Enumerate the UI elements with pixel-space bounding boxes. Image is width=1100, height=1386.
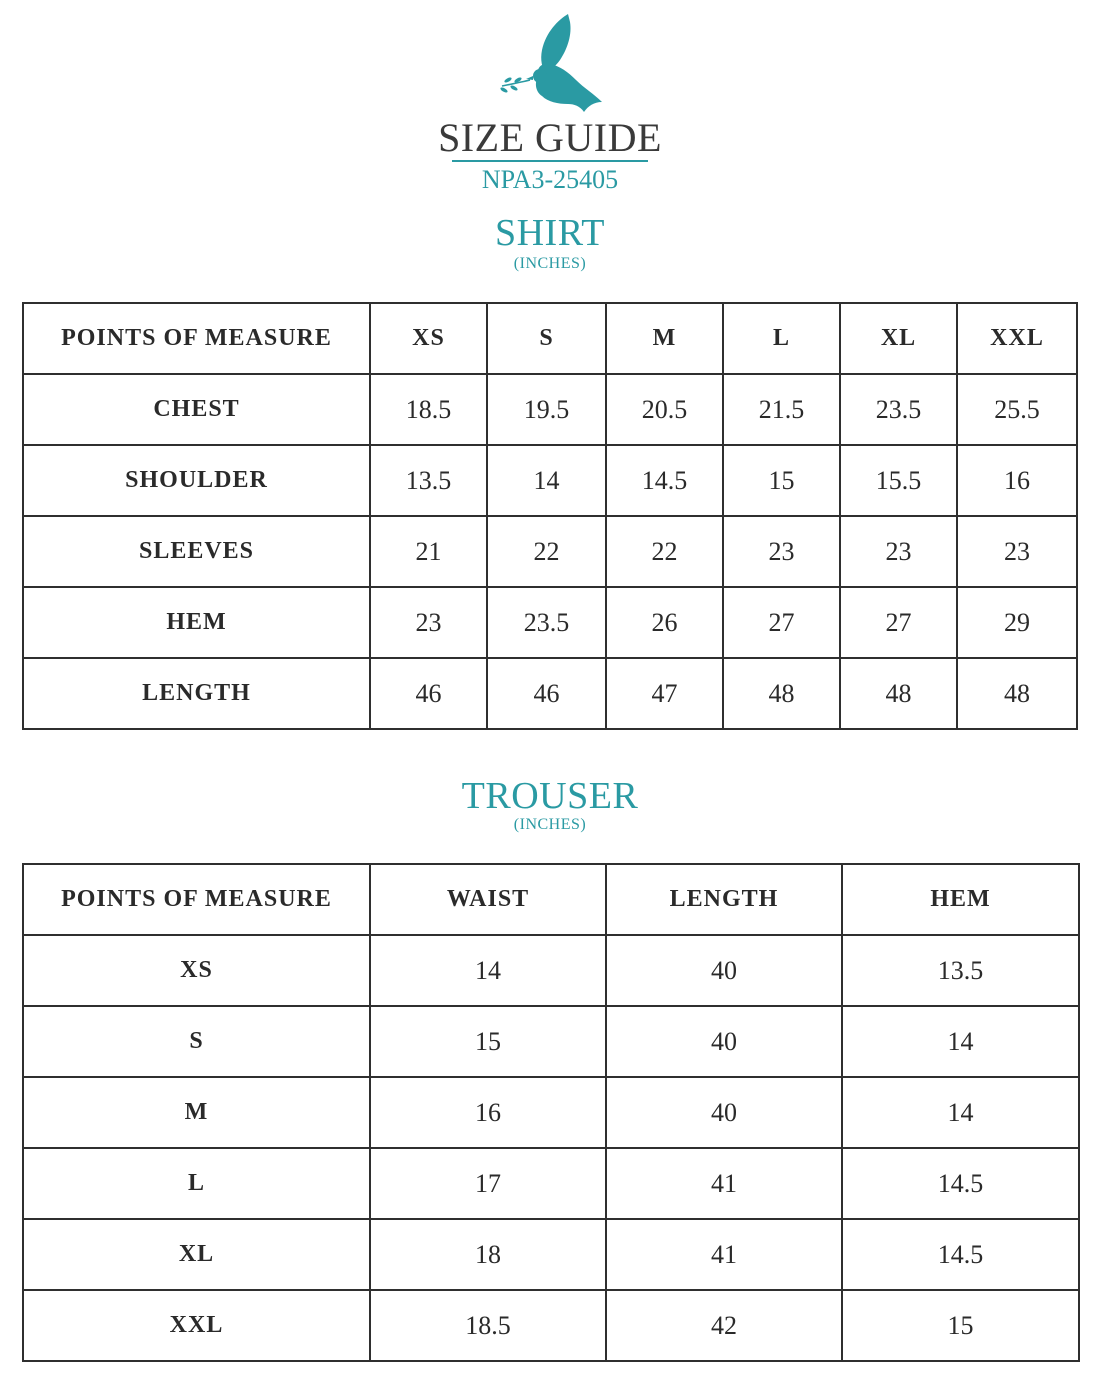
table-cell: 29 bbox=[957, 587, 1077, 658]
dove-with-olive-branch-icon bbox=[498, 10, 604, 122]
table-row bbox=[23, 445, 1077, 516]
table-cell: 20.5 bbox=[606, 374, 723, 445]
table-cell: 14 bbox=[842, 1006, 1079, 1077]
table-cell: 14.5 bbox=[606, 445, 723, 516]
table-cell: 16 bbox=[370, 1077, 606, 1148]
table-cell: 46 bbox=[370, 658, 487, 729]
table-cell: 13.5 bbox=[842, 935, 1079, 1006]
table-cell: 18.5 bbox=[370, 374, 487, 445]
table-cell: 41 bbox=[606, 1148, 842, 1219]
table-cell: 16 bbox=[957, 445, 1077, 516]
table-cell: 14 bbox=[842, 1077, 1079, 1148]
row-label: XXL bbox=[23, 1290, 370, 1361]
column-header: XL bbox=[840, 303, 957, 374]
table-cell: 18 bbox=[370, 1219, 606, 1290]
table-cell: 23 bbox=[723, 516, 840, 587]
trouser-size-table bbox=[22, 863, 1080, 1362]
table-cell: 22 bbox=[487, 516, 606, 587]
table-cell: 15 bbox=[370, 1006, 606, 1077]
table-cell: 47 bbox=[606, 658, 723, 729]
table-cell: 14 bbox=[487, 445, 606, 516]
table-cell: 13.5 bbox=[370, 445, 487, 516]
table-cell: 40 bbox=[606, 1077, 842, 1148]
table-cell: 40 bbox=[606, 935, 842, 1006]
table-cell: 42 bbox=[606, 1290, 842, 1361]
row-label: HEM bbox=[23, 587, 370, 658]
table-row bbox=[23, 374, 1077, 445]
table-cell: 41 bbox=[606, 1219, 842, 1290]
table-cell: 14.5 bbox=[842, 1219, 1079, 1290]
table-row bbox=[23, 587, 1077, 658]
table-cell: 48 bbox=[723, 658, 840, 729]
table-cell: 48 bbox=[840, 658, 957, 729]
shirt-section-title: SHIRT bbox=[494, 212, 605, 254]
table-cell: 19.5 bbox=[487, 374, 606, 445]
column-header: XXL bbox=[957, 303, 1077, 374]
page-title: SIZE GUIDE bbox=[438, 115, 662, 160]
row-label: SHOULDER bbox=[23, 445, 370, 516]
shirt-size-table bbox=[22, 302, 1078, 730]
table-cell: 48 bbox=[957, 658, 1077, 729]
table-cell: 27 bbox=[723, 587, 840, 658]
table-header-row bbox=[23, 303, 1077, 374]
row-label: XL bbox=[23, 1219, 370, 1290]
table-cell: 18.5 bbox=[370, 1290, 606, 1361]
table-cell: 26 bbox=[606, 587, 723, 658]
table-row bbox=[23, 1148, 1079, 1219]
table-row bbox=[23, 658, 1077, 729]
table-row bbox=[23, 1219, 1079, 1290]
table-cell: 21.5 bbox=[723, 374, 840, 445]
table-cell: 23 bbox=[840, 516, 957, 587]
table-row bbox=[23, 1006, 1079, 1077]
table-cell: 23 bbox=[370, 587, 487, 658]
table-cell: 15.5 bbox=[840, 445, 957, 516]
row-label: L bbox=[23, 1148, 370, 1219]
table-cell: 23 bbox=[957, 516, 1077, 587]
table-cell: 21 bbox=[370, 516, 487, 587]
column-header: M bbox=[606, 303, 723, 374]
row-label: S bbox=[23, 1006, 370, 1077]
column-header: S bbox=[487, 303, 606, 374]
table-row bbox=[23, 1077, 1079, 1148]
table-cell: 23.5 bbox=[840, 374, 957, 445]
product-code: NPA3-25405 bbox=[481, 165, 619, 194]
table-cell: 46 bbox=[487, 658, 606, 729]
table-cell: 15 bbox=[723, 445, 840, 516]
table-cell: 23.5 bbox=[487, 587, 606, 658]
table-cell: 22 bbox=[606, 516, 723, 587]
shirt-unit-label: (INCHES) bbox=[513, 255, 587, 272]
column-header: POINTS OF MEASURE bbox=[23, 864, 370, 935]
table-cell: 14 bbox=[370, 935, 606, 1006]
table-row bbox=[23, 1290, 1079, 1361]
row-label: CHEST bbox=[23, 374, 370, 445]
row-label: SLEEVES bbox=[23, 516, 370, 587]
table-cell: 17 bbox=[370, 1148, 606, 1219]
table-cell: 40 bbox=[606, 1006, 842, 1077]
column-header: WAIST bbox=[370, 864, 606, 935]
trouser-section-title: TROUSER bbox=[461, 775, 639, 817]
row-label: XS bbox=[23, 935, 370, 1006]
column-header: HEM bbox=[842, 864, 1079, 935]
column-header: LENGTH bbox=[606, 864, 842, 935]
table-row bbox=[23, 516, 1077, 587]
column-header: POINTS OF MEASURE bbox=[23, 303, 370, 374]
row-label: LENGTH bbox=[23, 658, 370, 729]
table-header-row bbox=[23, 864, 1079, 935]
table-cell: 25.5 bbox=[957, 374, 1077, 445]
title-underline bbox=[452, 160, 648, 162]
table-cell: 15 bbox=[842, 1290, 1079, 1361]
table-row bbox=[23, 935, 1079, 1006]
table-cell: 14.5 bbox=[842, 1148, 1079, 1219]
column-header: L bbox=[723, 303, 840, 374]
column-header: XS bbox=[370, 303, 487, 374]
row-label: M bbox=[23, 1077, 370, 1148]
trouser-unit-label: (INCHES) bbox=[513, 816, 587, 833]
table-cell: 27 bbox=[840, 587, 957, 658]
